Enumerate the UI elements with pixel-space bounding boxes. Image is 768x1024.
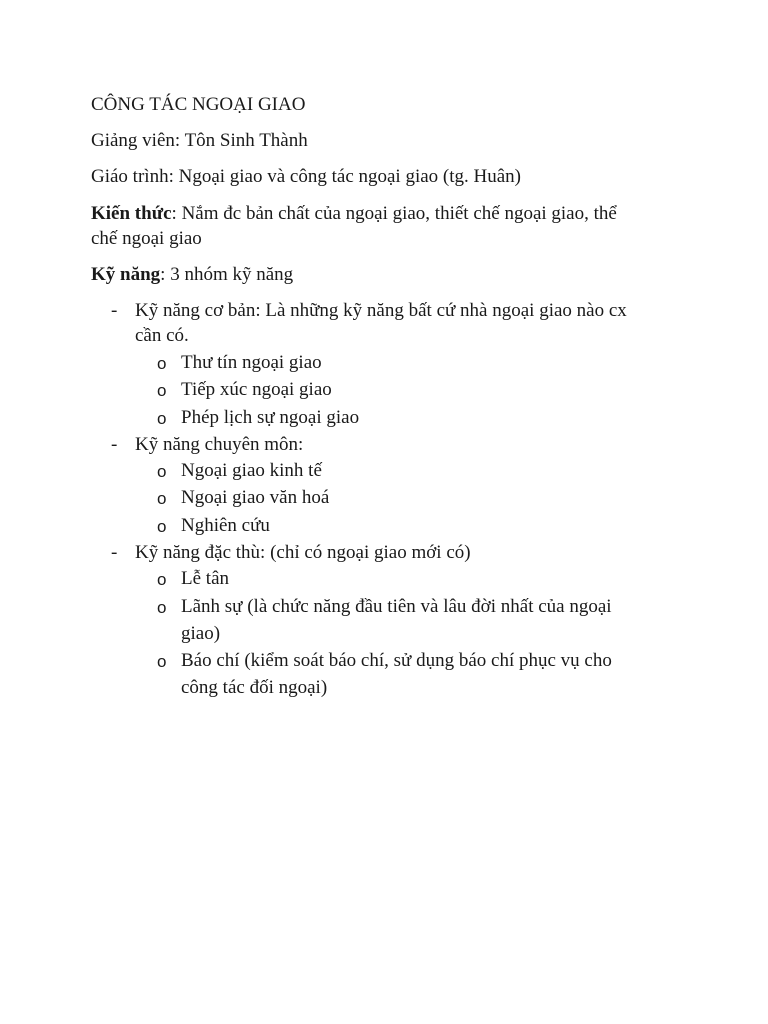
lecturer-line: Giảng viên: Tôn Sinh Thành bbox=[91, 130, 308, 151]
circle-bullet: o bbox=[157, 652, 167, 671]
knowledge-line-2: chế ngoại giao bbox=[91, 228, 202, 249]
skills-text: : 3 nhóm kỹ năng bbox=[160, 264, 294, 285]
circle-bullet: o bbox=[157, 381, 167, 400]
knowledge-line-1 bbox=[91, 203, 617, 225]
skill-item: Lễ tân bbox=[181, 568, 230, 589]
skill-group-2-line-1: Kỹ năng chuyên môn: bbox=[135, 434, 304, 455]
skill-group-1-line-1: Kỹ năng cơ bản: Là những kỹ năng bất cứ nhà ngoại giao nào cx bbox=[135, 300, 627, 321]
skill-item: Lãnh sự (là chức năng đầu tiên và lâu đời nhất của ngoại bbox=[181, 596, 612, 617]
skill-item: Phép lịch sự ngoại giao bbox=[181, 407, 360, 428]
skill-group-3-line-1: Kỹ năng đặc thù: (chỉ có ngoại giao mới có) bbox=[135, 542, 471, 563]
circle-bullet: o bbox=[157, 517, 167, 536]
circle-bullet: o bbox=[157, 489, 167, 508]
textbook-line: Giáo trình: Ngoại giao và công tác ngoại giao (tg. Huân) bbox=[91, 166, 522, 187]
dash-bullet: - bbox=[111, 542, 118, 563]
dash-bullet: - bbox=[111, 434, 118, 455]
skills-line bbox=[91, 264, 293, 286]
skill-item: Thư tín ngoại giao bbox=[181, 352, 322, 373]
skill-item: Ngoại giao kinh tế bbox=[181, 460, 322, 481]
skill-item: Nghiên cứu bbox=[181, 515, 270, 536]
circle-bullet: o bbox=[157, 409, 167, 428]
skill-item-continued: công tác đối ngoại) bbox=[181, 677, 328, 698]
skill-group-1-line-2: cần có. bbox=[135, 325, 189, 346]
knowledge-text-1: : Nắm đc bản chất của ngoại giao, thiết chế ngoại giao, thể bbox=[171, 203, 617, 224]
skill-item-continued: giao) bbox=[181, 623, 221, 644]
knowledge-label: Kiến thức bbox=[91, 203, 172, 224]
skill-item: Tiếp xúc ngoại giao bbox=[181, 379, 332, 400]
skills-label: Kỹ năng bbox=[91, 264, 161, 285]
skill-item: Báo chí (kiểm soát báo chí, sử dụng báo chí phục vụ cho bbox=[181, 650, 612, 671]
circle-bullet: o bbox=[157, 570, 167, 589]
circle-bullet: o bbox=[157, 354, 167, 373]
circle-bullet: o bbox=[157, 598, 167, 617]
document-title: CÔNG TÁC NGOẠI GIAO bbox=[91, 94, 306, 115]
dash-bullet: - bbox=[111, 300, 118, 321]
circle-bullet: o bbox=[157, 462, 167, 481]
skill-item: Ngoại giao văn hoá bbox=[181, 487, 330, 508]
